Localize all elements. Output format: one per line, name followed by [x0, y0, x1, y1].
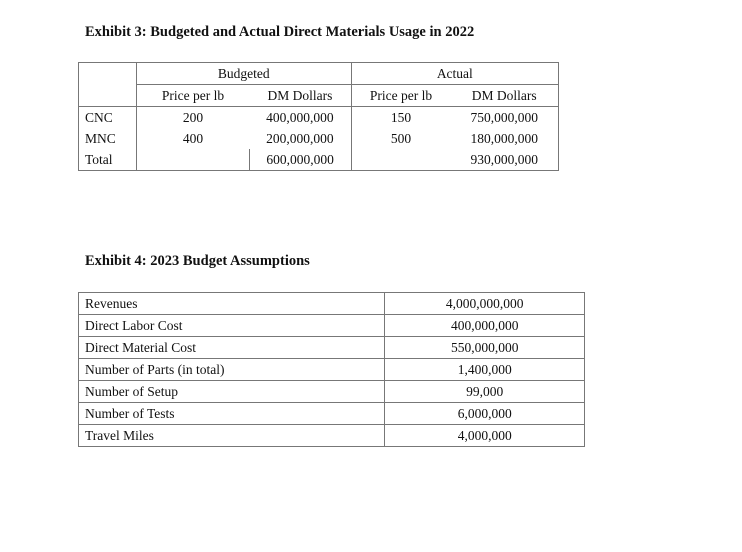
col-header-actual-price: Price per lb [351, 85, 450, 107]
cell: 180,000,000 [450, 128, 558, 149]
group-header-row [79, 63, 559, 85]
col-header-actual-dm: DM Dollars [450, 85, 558, 107]
row-label: Number of Parts (in total) [79, 359, 385, 381]
row-label: MNC [79, 128, 137, 149]
corner-cell [79, 63, 137, 85]
table-row [79, 315, 585, 337]
row-value: 400,000,000 [385, 315, 585, 337]
row-label: Travel Miles [79, 425, 385, 447]
exhibit-4-table [78, 292, 585, 447]
cell: 400 [182, 131, 204, 146]
row-value: 4,000,000 [385, 425, 585, 447]
row-value: 6,000,000 [385, 403, 585, 425]
col-header-budget-price: Price per lb [136, 85, 249, 107]
table-row [79, 381, 585, 403]
table-row [79, 359, 585, 381]
cell: 930,000,000 [450, 149, 558, 171]
row-label: Revenues [79, 293, 385, 315]
table-row [79, 107, 559, 129]
table-row [79, 425, 585, 447]
cell: 150 [351, 107, 450, 129]
cell [351, 149, 450, 171]
row-value: 1,400,000 [385, 359, 585, 381]
row-label: Total [79, 149, 137, 171]
cell [136, 149, 249, 171]
row-label: CNC [79, 107, 137, 129]
table-row [79, 403, 585, 425]
table-row [79, 149, 559, 171]
row-value: 550,000,000 [385, 337, 585, 359]
cell: 750,000,000 [450, 107, 558, 129]
cell: 500 [351, 128, 450, 149]
col-header-budget-dm: DM Dollars [249, 85, 351, 107]
cell: 200 [182, 110, 204, 125]
row-label: Number of Setup [79, 381, 385, 403]
row-value: 99,000 [385, 381, 585, 403]
row-label: Direct Material Cost [79, 337, 385, 359]
exhibit-4-title: Exhibit 4: 2023 Budget Assumptions [85, 253, 310, 269]
exhibit-3-table [78, 62, 559, 171]
group-header-budgeted: Budgeted [136, 63, 351, 85]
group-header-actual: Actual [351, 63, 558, 85]
exhibit-3-title: Exhibit 3: Budgeted and Actual Direct Materials Usage in 2022 [85, 24, 475, 40]
table-row [79, 337, 585, 359]
corner-cell [79, 85, 137, 107]
cell: 400,000,000 [266, 110, 334, 125]
table-row [79, 128, 559, 149]
row-value: 4,000,000,000 [385, 293, 585, 315]
row-label: Number of Tests [79, 403, 385, 425]
row-label: Direct Labor Cost [79, 315, 385, 337]
column-header-row [79, 85, 559, 107]
table-row [79, 293, 585, 315]
cell: 200,000,000 [266, 131, 334, 146]
cell: 600,000,000 [249, 149, 351, 171]
